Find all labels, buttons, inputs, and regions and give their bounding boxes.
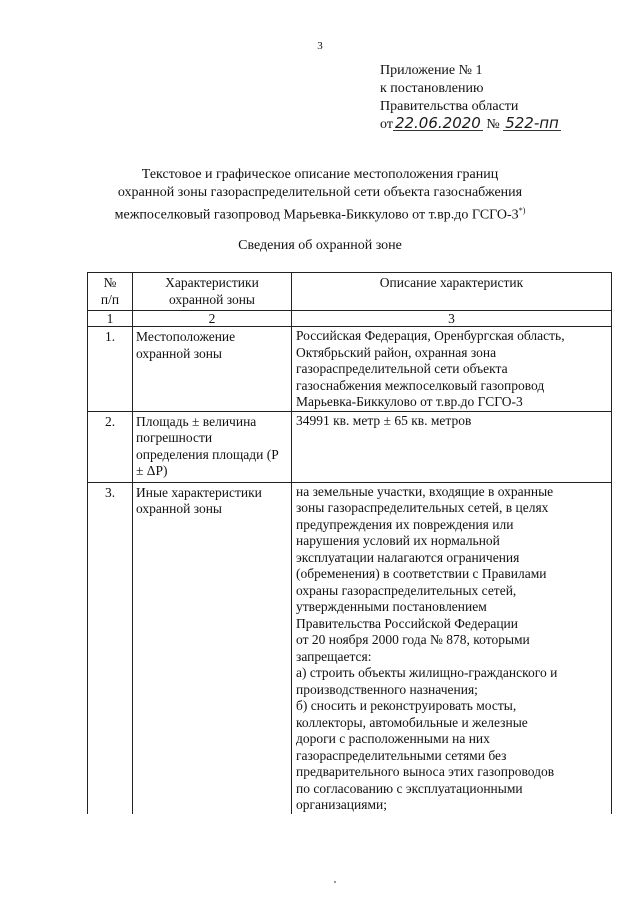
handwritten-number: 522-пп [505, 114, 559, 132]
row-description: на земельные участки, входящие в охранные зоны газораспределительных сетей, в целях предупреждения их повреждения или нарушения условий их нормальной эксплуатации налагаются ограничения (обременения) в соответствии с Правилами охраны газораспределительных сетей, утвержденными постановлением Правительства Российской Федерации от 20 ноября 2000 года № 878, которыми запрещается: а) строить объекты жилищно-гражданского и производственного назначения; б) сносить и реконструировать мосты, коллекторы, автомобильные и железные дороги с расположенными на них газораспределительными сетями без предварительного выноса этих газопроводов по согласованию с эксплуатационными организациями; [292, 482, 612, 814]
date-prefix: от [380, 117, 393, 132]
row-description: 34991 кв. метр ± 65 кв. метров [292, 411, 612, 482]
appendix-line-3: Правительства области [380, 99, 519, 114]
row-description: Российская Федерация, Оренбургская область, Октябрьский район, охранная зона газораспределительной сети объекта газоснабжения межпоселковый газопровод Марьевка-Биккулово от т.вр.до ГСГО-3 [292, 327, 612, 412]
appendix-line-1: Приложение № 1 [380, 63, 483, 78]
row-number: 1. [88, 327, 133, 412]
appendix-date-line [380, 116, 561, 134]
row-number: 2. [88, 411, 133, 482]
number-prefix: № [486, 117, 500, 132]
appendix-block [380, 62, 561, 134]
title-line-3: межпоселковый газопровод Марьевка-Биккулово от т.вр.до ГСГО-3*) [114, 206, 526, 223]
title-line-1: Текстовое и графическое описание местоположения границ [141, 167, 499, 182]
section-subtitle: Сведения об охранной зоне [238, 238, 402, 253]
table-header-row [88, 273, 612, 311]
header-number: № п/п [88, 273, 133, 311]
header-description: Описание характеристик [292, 273, 612, 311]
column-number-row [88, 311, 612, 327]
footnote-mark: *) [518, 206, 526, 215]
title-line-2: охранной зоны газораспределительной сети объекта газоснабжения [117, 185, 523, 200]
column-number-1: 1 [88, 311, 133, 327]
table-row [88, 327, 612, 412]
table-row [88, 411, 612, 482]
appendix-line-2: к постановлению [380, 81, 484, 96]
page-number: 3 [317, 40, 323, 52]
column-number-3: 3 [292, 311, 612, 327]
row-characteristic: Площадь ± величина погрешности определения площади (P ± ΔP) [133, 411, 292, 482]
table-row [88, 482, 612, 814]
handwritten-date: 22.06.2020 [394, 114, 481, 132]
document-title [0, 166, 640, 225]
row-characteristic: Местоположение охранной зоны [133, 327, 292, 412]
header-characteristics: Характеристики охранной зоны [133, 273, 292, 311]
scan-speck [334, 881, 336, 883]
row-characteristic: Иные характеристики охранной зоны [133, 482, 292, 814]
row-number: 3. [88, 482, 133, 814]
column-number-2: 2 [133, 311, 292, 327]
protection-zone-table [87, 272, 612, 814]
